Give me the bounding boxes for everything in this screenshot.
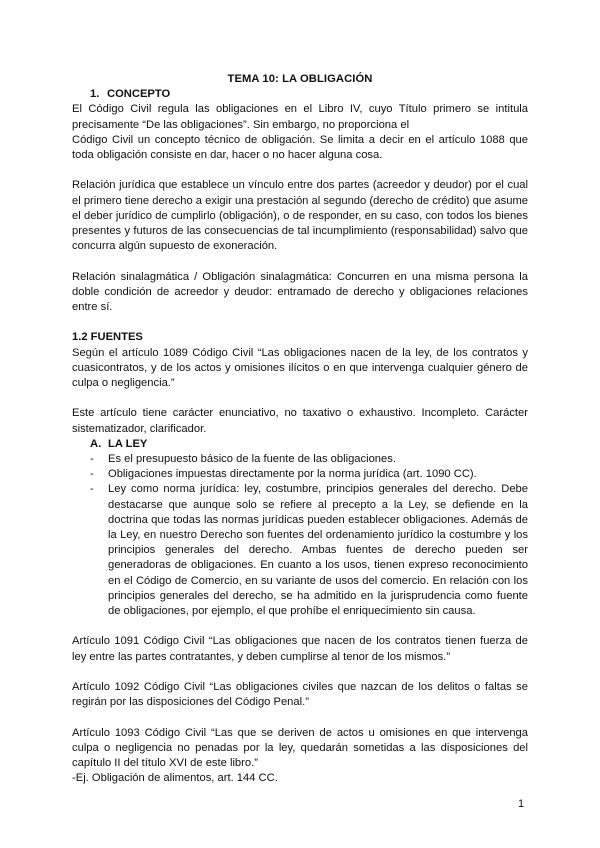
- section-number: 1.: [90, 88, 100, 101]
- page-number: 1: [518, 798, 525, 810]
- dash-bullet: -: [90, 483, 94, 496]
- subsection-letter: A.: [90, 437, 102, 450]
- dash-bullet: -: [90, 453, 94, 466]
- list-item: [72, 467, 528, 482]
- document-title: TEMA 10: LA OBLIGACIÓN: [227, 73, 373, 85]
- paragraph-articulo-1091: Artículo 1091 Código Civil “Las obligaciones que nacen de los contratos tienen fuerza de ley entre las partes contratantes, y deben cumplirse al tenor de los mismos.”: [72, 635, 528, 663]
- paragraph-concepto-2: Código Civil un concepto técnico de obligación. Se limita a decir en el artículo 1088 que toda obligación consiste en dar, hacer o no hacer alguna cosa.: [72, 133, 528, 162]
- paragraph-relacion-sinalagmatica: Relación sinalagmática / Obligación sinalagmática: Concurren en una misma persona la doble condición de acreedor y deudor: entramado de derecho y obligaciones relaciones entre sí.: [72, 270, 528, 314]
- paragraph-ejemplo-alimentos: -Ej. Obligación de alimentos, art. 144 CC.: [72, 772, 278, 785]
- document-page: [72, 72, 528, 786]
- la-ley-list: [72, 452, 528, 619]
- paragraph-articulo-1093: Artículo 1093 Código Civil “Las que se deriven de actos u omisiones en que intervenga culpa o negligencia no penadas por la ley, quedarán sometidas a las disposiciones del capítulo II del título XVI de este libro.”: [72, 726, 528, 770]
- list-item-text: Es el presupuesto básico de la fuente de las obligaciones.: [108, 453, 396, 466]
- list-item-text: Obligaciones impuestas directamente por la norma jurídica (art. 1090 CC).: [108, 468, 477, 481]
- list-item: [72, 482, 528, 619]
- section-heading-fuentes: 1.2 FUENTES: [72, 331, 143, 344]
- list-item: [72, 452, 528, 467]
- paragraph-caracter: Este artículo tiene carácter enunciativo, no taxativo o exhaustivo. Incompleto. Carácter sistematizador, clarificador.: [72, 407, 528, 435]
- paragraph-articulo-1092: Artículo 1092 Código Civil “Las obligaciones civiles que nazcan de los delitos o faltas se regirán por las disposiciones del Código Penal.”: [72, 681, 528, 709]
- paragraph-concepto-1: El Código Civil regula las obligaciones en el Libro IV, cuyo Título primero se intitula precisamente “De las obligaciones”. Sin embargo, no proporciona el: [72, 103, 528, 131]
- section-heading-text: CONCEPTO: [107, 88, 171, 101]
- subsection-heading-text: LA LEY: [108, 437, 148, 450]
- list-item-text: Ley como norma jurídica: ley, costumbre, principios generales del derecho. Debe destacarse que aunque solo se refiere al precepto a la Ley, se defiende en la doctrina que todas las normas jurídicas pueden establecer obligaciones. Además de la Ley, en nuestro Derecho son fuentes del ordenamiento jurídico la costumbre y los principios generales del derecho. Ambas fuentes de derecho pueden ser generadoras de obligaciones. En cuanto a los usos, tienen expreso reconocimiento en el Código de Comercio, en su variante de usos del comercio. En relación con los principios generales del derecho, se ha admitido en la jurisprudencia como fuente de obligaciones, por ejemplo, el que prohíbe el enriquecimiento sin causa.: [108, 483, 528, 618]
- subsection-heading-la-ley: [90, 437, 528, 452]
- paragraph-articulo-1089: Según el artículo 1089 Código Civil “Las obligaciones nacen de la ley, de los contratos y cuasicontratos, y de los actos y omisiones ilícitos o en que intervenga cualquier género de culpa o negligencia.”: [72, 346, 528, 390]
- paragraph-relacion-juridica: Relación jurídica que establece un vínculo entre dos partes (acreedor y deudor) por el cual el primero tiene derecho a exigir una prestación al segundo (derecho de crédito) que asume el deber jurídico de cumplirlo (obligación), o de responder, en su caso, con todos los bienes presentes y futuros de las consecuencias de tal incumplimiento (responsabilidad) salvo que concurra algún supuesto de exoneración.: [72, 179, 528, 253]
- section-heading-concepto: [90, 87, 528, 102]
- dash-bullet: -: [90, 468, 94, 481]
